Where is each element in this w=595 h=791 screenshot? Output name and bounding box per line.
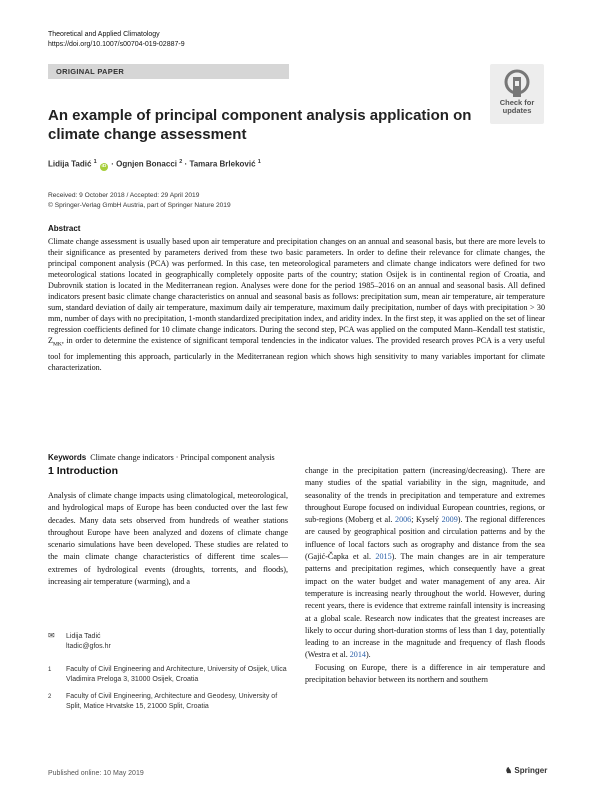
correspondence-email[interactable]: ltadic@gfos.hr bbox=[66, 643, 111, 650]
affiliation-text: Faculty of Civil Engineering and Architecture, University of Osijek, Ulica Vladimira Preloga 3, 31000 Osijek, Croatia bbox=[66, 666, 287, 683]
citation-link[interactable]: 2006 bbox=[395, 515, 412, 525]
affiliation-number: 2 bbox=[48, 694, 52, 700]
affiliation-item bbox=[48, 692, 288, 712]
author-name[interactable]: Lidija Tadić bbox=[48, 159, 92, 169]
updates-label: updates bbox=[502, 106, 532, 115]
affiliation-text: Faculty of Civil Engineering, Architecture and Geodesy, University of Split, Matice Hrvatske 15, 21000 Split, Croatia bbox=[66, 693, 278, 710]
intro-paragraph: ). The regional differences are caused by geographical position and circulation patterns and by the influence of local factors such as orography and distance from the sea (Gajić-Čapka et al. bbox=[305, 515, 545, 562]
keywords-label: Keywords bbox=[48, 453, 87, 462]
author-separator: · bbox=[111, 159, 114, 169]
author-name[interactable]: Ognjen Bonacci bbox=[116, 159, 177, 169]
author-name[interactable]: Tamara Brleković bbox=[189, 159, 256, 169]
citation-link[interactable]: 2015 bbox=[375, 552, 392, 562]
orcid-icon[interactable]: iD bbox=[101, 163, 107, 169]
copyright-line: © Springer-Verlag GmbH Austria, part of Springer Nature 2019 bbox=[48, 202, 231, 209]
article-dates bbox=[48, 191, 231, 211]
author-separator: · bbox=[184, 159, 188, 169]
journal-header bbox=[48, 30, 185, 50]
citation-link[interactable]: 2009 bbox=[441, 515, 458, 525]
abstract-body: Climate change assessment is usually based upon air temperature and precipitation changes on an annual and seasonal basis, but there are more levels to their significance as presented by parameters derived from these two basic parameters. In order to define their relevance for climate changes, the principal component analysis (PCA) was performed. In this case, ten meteorological parameters and climate change indicators were defined for two meteorological stations located in geographically completely opposite parts of the country; station Osijek is in continental region of Croatia, and Dubrovnik station is located in the Mediterranean region. Analyses were done for the period 1985–2016 on an annual and seasonal basis. All defined indicators present basic climate change characteristics on annual and seasonal basis as follows: precipitation sum, mean air temperature, air temperature sum, standard deviation of daily air temperature, maximum daily air temperature, maximum daily precipitation, number of days with precipitation > 30 mm, number of days with no precipitation, 1-month standardized precipitation index, and aridity index. In the first step, it was applied on the set of linear regression coefficients defined for 10 climate change indicators. During the second step, PCA was applied on the computed Mann–Kendall test statistic, Z bbox=[48, 237, 545, 345]
crossmark-icon bbox=[504, 69, 530, 99]
check-for-label: Check for bbox=[499, 98, 535, 107]
intro-paragraph: ). bbox=[365, 650, 371, 660]
intro-paragraph: change in the precipitation pattern (increasing/decreasing). There are many studies of the spatial variability in the sign, magnitude, and seasonality of the trends in precipitation and temperature and extremes throughout Europe focused on individual European countries, regions, or sub-regions (Moberg et al. bbox=[305, 466, 545, 525]
keywords-text: Climate change indicators · Principal component analysis bbox=[90, 453, 275, 462]
publisher-name: Springer bbox=[514, 766, 548, 775]
affiliation-number: 1 bbox=[48, 667, 52, 673]
article-title: An example of principal component analysis application on climate change assessment bbox=[48, 107, 472, 143]
intro-paragraph: ; Kyselý bbox=[411, 515, 442, 525]
published-online-date: Published online: 10 May 2019 bbox=[48, 770, 144, 777]
author-affiliation-ref: 1 bbox=[93, 159, 97, 165]
introduction-right-column bbox=[305, 465, 545, 686]
article-type-banner: ORIGINAL PAPER bbox=[48, 64, 289, 79]
abstract-text bbox=[48, 236, 545, 373]
author-list bbox=[48, 159, 261, 171]
affiliation-item bbox=[48, 665, 288, 685]
abstract-subscript: MK bbox=[52, 341, 62, 348]
intro-paragraph: Focusing on Europe, there is a difference in air temperature and precipitation behavior between its northern and southern bbox=[305, 662, 545, 685]
author-affiliation-ref: 1 bbox=[257, 159, 261, 165]
correspondence bbox=[48, 631, 111, 652]
journal-doi[interactable]: https://doi.org/10.1007/s00704-019-02887-9 bbox=[48, 41, 185, 48]
springer-horse-icon: ♞ bbox=[505, 766, 513, 775]
intro-paragraph: ). The main changes are in air temperature patterns and precipitation regimes, which consequently have a great impact on the water budget and water management of any area. Air temperature is increasing nearly throughout the world. However, during recent years, there is evidence that extreme rainfall intensity is increasing at a global scale. Research now indicates that the greatest increases are likely to occur during short-duration storms of less than 1 day, potentially leading to an increase in the magnitude and frequency of flash floods (Westra et al. bbox=[305, 552, 545, 660]
author-affiliation-ref: 2 bbox=[179, 159, 183, 165]
section-heading-introduction: 1 Introduction bbox=[48, 465, 118, 477]
received-accepted-dates: Received: 9 October 2018 / Accepted: 29 April 2019 bbox=[48, 192, 200, 199]
citation-link[interactable]: 2014 bbox=[349, 650, 366, 660]
mail-icon: ✉ bbox=[48, 631, 55, 640]
abstract-heading: Abstract bbox=[48, 224, 81, 233]
check-for-updates-badge[interactable] bbox=[490, 64, 544, 124]
correspondence-name: Lidija Tadić bbox=[66, 633, 101, 640]
abstract-body-end: , in order to determine the existence of significant temporal tendencies in the indicator values. The provided research proves PCA is a very useful tool for implementing this approach, particularly in the Mediterranean region which shows high sensitivity to many variables important for climate characterization. bbox=[48, 336, 545, 372]
journal-name: Theoretical and Applied Climatology bbox=[48, 31, 160, 38]
introduction-left-column: Analysis of climate change impacts using climatological, meteorological, and hydrological maps of Europe has been conducted over the last few decades. Many data sets observed from hundreds of weather stations throughout Europe have been analyzed and dozens of climate change scenario simulations have been developed. These studies are related to the main climate change characteristics of different time scales—extremes of hydrological events (droughts, torrents, and floods), increasing air temperature (warming), and a bbox=[48, 491, 288, 587]
publisher-logo bbox=[505, 766, 547, 775]
keywords bbox=[48, 453, 275, 462]
